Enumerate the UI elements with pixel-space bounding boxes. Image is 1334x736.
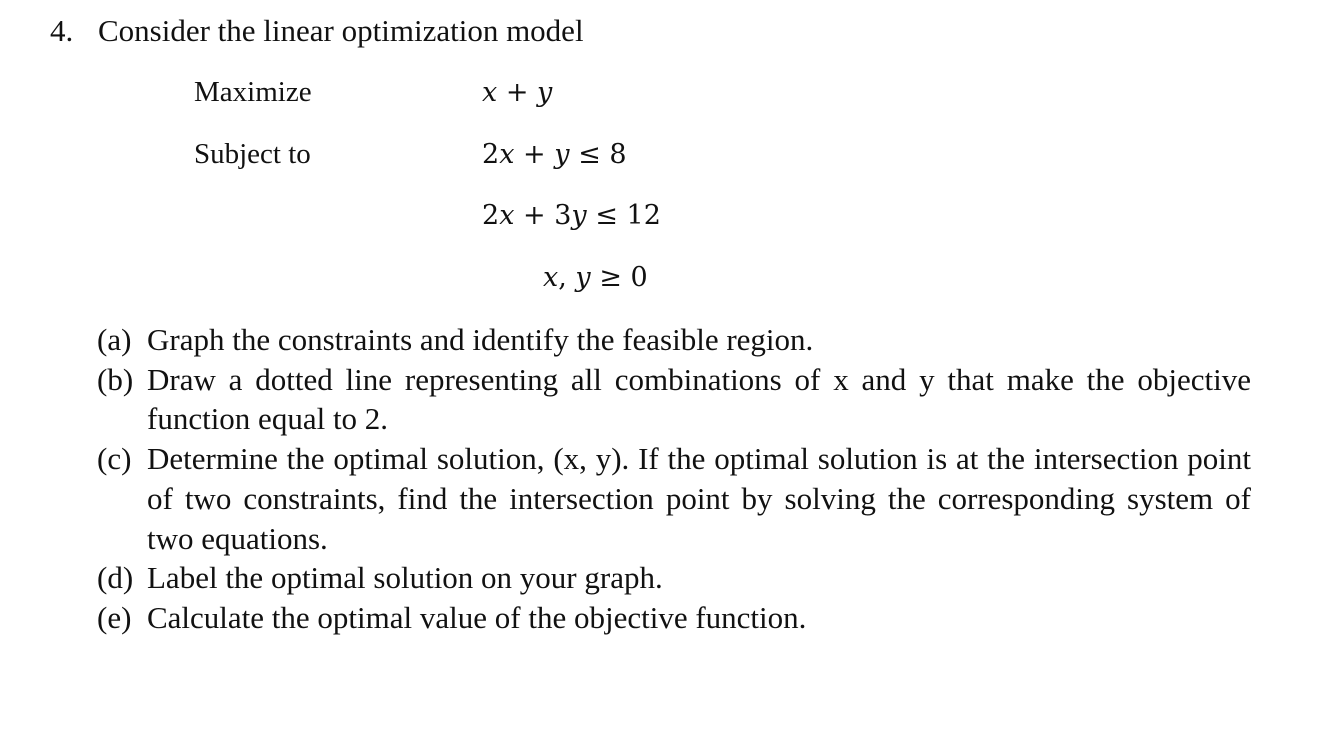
part-c: [97, 439, 1251, 558]
part-d: [97, 558, 1251, 598]
objective-expression: x + y: [482, 77, 553, 108]
question-parts-list: [97, 320, 1251, 638]
problem-heading: [50, 12, 584, 50]
constraint-label: Subject to: [194, 138, 311, 170]
constraint-nonnegativity: x, y ≥ 0: [543, 262, 648, 293]
part-e: [97, 598, 1251, 638]
part-a: [97, 320, 1251, 360]
problem-intro: Consider the linear optimization model: [98, 13, 584, 48]
constraint-2: 2x + 3y ≤ 12: [482, 200, 661, 231]
part-text: Calculate the optimal value of the objective function.: [147, 599, 807, 635]
problem-number: 4.: [50, 13, 74, 48]
part-tag: (a): [97, 322, 132, 357]
part-text: Label the optimal solution on your graph.: [147, 560, 663, 596]
part-tag: (b): [97, 361, 134, 397]
objective-label: Maximize: [194, 76, 312, 108]
part-text: Determine the optimal solution, (x, y). If the optimal solution is at the intersection point of two constraints, find the intersection point by solving the corresponding system of two equations.: [147, 441, 1251, 556]
part-tag: (c): [97, 441, 132, 477]
part-text: Draw a dotted line representing all combinations of x and y that make the objective function equal to 2.: [147, 361, 1251, 437]
part-b: [97, 360, 1251, 439]
constraint-1: 2x + y ≤ 8: [482, 139, 627, 170]
part-text: Graph the constraints and identify the feasible region.: [147, 322, 814, 357]
part-tag: (e): [97, 599, 132, 635]
part-tag: (d): [97, 560, 134, 596]
